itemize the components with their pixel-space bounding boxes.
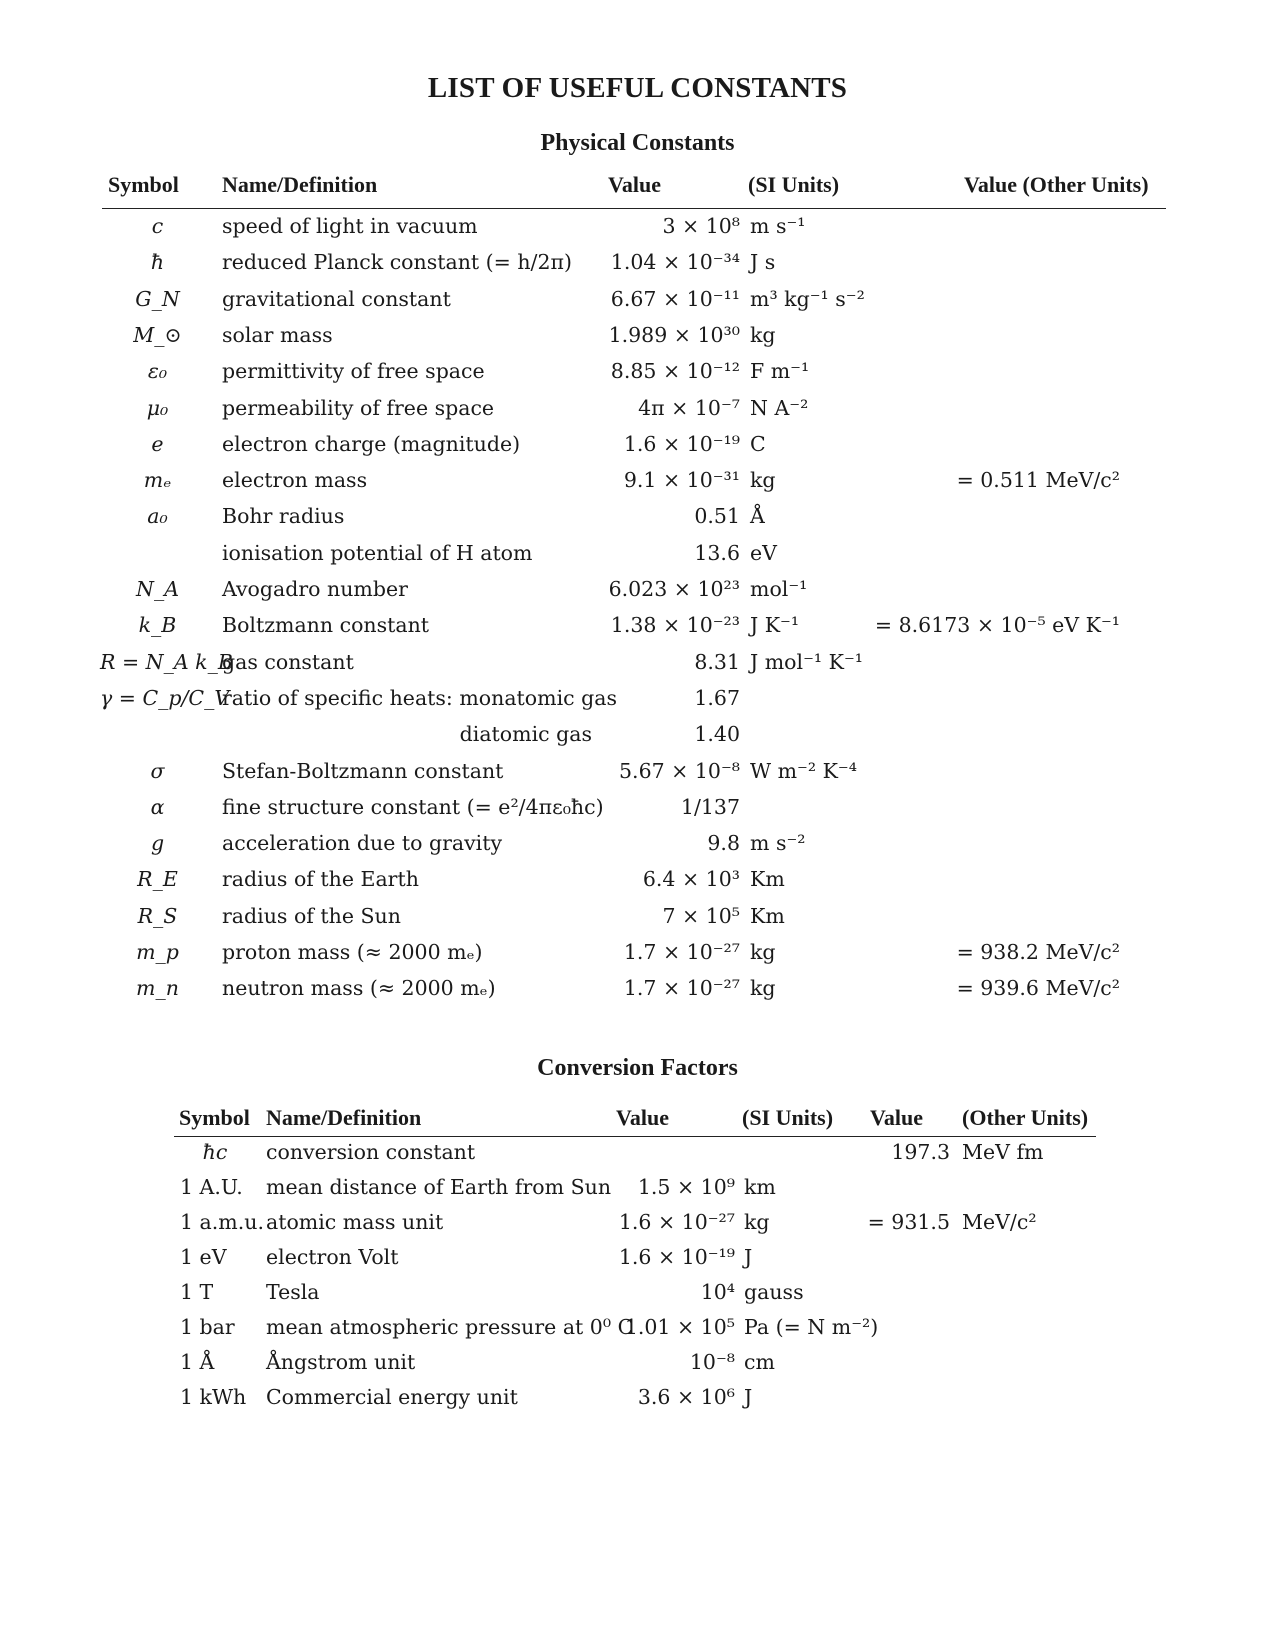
table-row [0, 898, 1275, 934]
row-symbol: 1 A.U. [180, 1175, 243, 1199]
row-name: gas constant [222, 649, 354, 674]
header-value: Value [608, 172, 661, 197]
row-si-unit: Km [750, 903, 785, 928]
row-si-unit: J [744, 1245, 753, 1269]
row-si-unit: eV [750, 540, 777, 565]
table-row [0, 825, 1275, 861]
row-value: 1.40 [694, 722, 740, 747]
row-si-unit: Å [750, 504, 765, 529]
table-row [0, 1379, 1275, 1415]
row-symbol: ħ [150, 250, 165, 275]
row-value: 10⁻⁸ [689, 1350, 735, 1374]
row-value: 1.7 × 10⁻²⁷ [623, 976, 740, 1001]
row-name: radius of the Sun [222, 903, 401, 928]
row-symbol: α [150, 794, 165, 819]
table-row [0, 390, 1275, 426]
row-name: diatomic gas [459, 722, 592, 747]
row-symbol: R_S [137, 903, 178, 928]
row-name: conversion constant [266, 1140, 476, 1164]
row-name: permittivity of free space [222, 359, 485, 384]
row-si-unit: mol⁻¹ [750, 577, 808, 601]
row-si-unit: kg [750, 322, 776, 347]
row-value: 5.67 × 10⁻⁸ [619, 758, 740, 783]
row-value: 1.6 × 10⁻¹⁹ [623, 431, 740, 456]
row-symbol: m_n [136, 976, 179, 1001]
table-row [0, 680, 1275, 716]
row-name: electron mass [222, 468, 368, 493]
row-name: Tesla [266, 1280, 320, 1304]
table-row [0, 1239, 1275, 1275]
table-row [0, 1309, 1275, 1345]
row-name: atomic mass unit [266, 1210, 444, 1234]
table-row [0, 1204, 1275, 1240]
row-value: 3.6 × 10⁶ [637, 1385, 735, 1409]
row-name: permeability of free space [222, 395, 495, 420]
row-symbol: ħc [202, 1140, 228, 1164]
row-si-unit: C [750, 431, 766, 456]
row-si-unit: Pa (= N m⁻²) [744, 1315, 879, 1339]
row-symbol: m_p [136, 940, 179, 964]
row-value: 9.8 [707, 831, 740, 856]
row-si-unit: gauss [744, 1280, 804, 1304]
table-row [0, 426, 1275, 462]
row-symbol: e [151, 431, 164, 456]
row-symbol: a₀ [147, 504, 168, 529]
header-other-units: Value (Other Units) [964, 172, 1149, 197]
row-name: speed of light in vacuum [222, 214, 478, 238]
conv-header-value: Value [616, 1105, 669, 1130]
table-row [0, 934, 1275, 970]
row-value: 1.6 × 10⁻²⁷ [618, 1210, 735, 1234]
row-si-unit: N A⁻² [750, 395, 809, 420]
table-row [0, 462, 1275, 498]
row-symbol: 1 bar [180, 1315, 235, 1339]
row-value: 1.67 [694, 685, 740, 710]
row-name: fine structure constant (= e²/4πε₀ħc) [222, 794, 604, 819]
table-row [0, 789, 1275, 825]
row-symbol: 1 a.m.u. [180, 1210, 264, 1234]
row-symbol: M_⊙ [133, 322, 182, 347]
row-other-unit: MeV/c² [962, 1210, 1037, 1234]
row-other-value: 197.3 [891, 1140, 950, 1164]
row-value: 7 × 10⁵ [662, 903, 740, 928]
row-name: mean atmospheric pressure at 0⁰ C [266, 1315, 634, 1339]
row-name: electron charge (magnitude) [222, 431, 521, 456]
row-symbol: G_N [135, 286, 180, 311]
row-value: 4π × 10⁻⁷ [638, 395, 740, 420]
row-si-unit: m³ kg⁻¹ s⁻² [750, 286, 865, 311]
row-value: 1.6 × 10⁻¹⁹ [618, 1245, 735, 1269]
row-value: 1.04 × 10⁻³⁴ [610, 250, 740, 275]
row-other-value: = 0.511 MeV/c² [956, 468, 1120, 493]
row-si-unit: J [744, 1385, 753, 1409]
row-value: 10⁴ [700, 1280, 735, 1304]
row-symbol: c [151, 214, 164, 238]
row-other-unit: MeV fm [962, 1140, 1044, 1164]
row-si-unit: km [744, 1175, 776, 1199]
row-other-value: = 931.5 [867, 1210, 950, 1234]
row-si-unit: kg [750, 976, 776, 1001]
row-value: 3 × 10⁸ [662, 214, 740, 238]
row-value: 1.01 × 10⁵ [624, 1315, 735, 1339]
row-symbol: 1 T [180, 1280, 214, 1304]
table-row [0, 970, 1275, 1006]
row-si-unit: kg [750, 468, 776, 493]
row-name: acceleration due to gravity [222, 831, 503, 856]
row-other-value: = 938.2 MeV/c² [956, 940, 1120, 964]
conversion-factors-heading: Conversion Factors [537, 1055, 738, 1081]
row-name: Boltzmann constant [222, 613, 430, 638]
row-si-unit: m s⁻¹ [750, 214, 806, 238]
header-symbol: Symbol [108, 172, 179, 197]
row-name: Commercial energy unit [266, 1385, 518, 1409]
row-symbol: k_B [138, 613, 177, 638]
row-symbol: 1 Å [180, 1350, 215, 1374]
table-row [0, 1344, 1275, 1380]
row-si-unit: cm [744, 1350, 775, 1374]
row-value: 1.989 × 10³⁰ [608, 322, 740, 347]
table-row [0, 208, 1275, 244]
table-row [0, 244, 1275, 280]
row-si-unit: kg [750, 940, 776, 964]
row-other-value: = 939.6 MeV/c² [956, 976, 1120, 1001]
row-si-unit: m s⁻² [750, 831, 806, 856]
row-name: neutron mass (≈ 2000 mₑ) [222, 976, 496, 1001]
row-value: 1.7 × 10⁻²⁷ [623, 940, 740, 964]
row-symbol: 1 eV [180, 1245, 227, 1269]
table-row [0, 716, 1275, 752]
row-name: ionisation potential of H atom [222, 540, 533, 565]
row-value: 6.67 × 10⁻¹¹ [610, 286, 740, 311]
table-row [0, 1274, 1275, 1310]
table-row [0, 644, 1275, 680]
row-value: 6.4 × 10³ [642, 867, 740, 892]
row-value: 1.38 × 10⁻²³ [610, 613, 740, 638]
table-row [0, 1134, 1275, 1170]
row-value: 9.1 × 10⁻³¹ [623, 468, 740, 493]
table-row [0, 535, 1275, 571]
row-name: Stefan-Boltzmann constant [222, 758, 504, 783]
table-row [0, 753, 1275, 789]
row-symbol: g [150, 831, 165, 856]
table-row [0, 498, 1275, 534]
row-name: electron Volt [266, 1245, 399, 1269]
row-si-unit: J s [750, 250, 776, 275]
row-si-unit: J K⁻¹ [750, 613, 800, 638]
row-symbol: ε₀ [147, 359, 168, 384]
row-name: ratio of specific heats: monatomic gas [222, 685, 617, 710]
row-si-unit: Km [750, 867, 785, 892]
row-value: 0.51 [694, 504, 740, 529]
table-row [0, 1169, 1275, 1205]
row-value: 6.023 × 10²³ [608, 577, 740, 601]
row-symbol: R_E [137, 867, 178, 892]
row-symbol: 1 kWh [180, 1385, 247, 1409]
table-row [0, 607, 1275, 643]
header-si-units: (SI Units) [748, 172, 840, 197]
row-value: 13.6 [694, 540, 740, 565]
row-name: reduced Planck constant (= h/2π) [222, 250, 572, 275]
conv-header-si-units: (SI Units) [742, 1105, 834, 1130]
row-name: gravitational constant [222, 286, 451, 311]
row-name: radius of the Earth [222, 867, 419, 892]
row-name: mean distance of Earth from Sun [266, 1175, 612, 1199]
row-name: Ångstrom unit [266, 1350, 416, 1374]
page-title: LIST OF USEFUL CONSTANTS [427, 72, 848, 104]
row-si-unit: F m⁻¹ [750, 359, 810, 384]
row-name: proton mass (≈ 2000 mₑ) [222, 940, 483, 964]
table-row [0, 353, 1275, 389]
table-row [0, 281, 1275, 317]
conv-header-other-units: (Other Units) [962, 1105, 1089, 1130]
row-value: 1.5 × 10⁹ [637, 1175, 735, 1199]
row-value: 8.31 [694, 649, 740, 674]
row-value: 1/137 [680, 794, 740, 819]
conv-header-name: Name/Definition [266, 1105, 422, 1130]
row-symbol: N_A [136, 577, 179, 601]
table-row [0, 571, 1275, 607]
row-symbol: γ = C_p/C_V [100, 685, 230, 710]
table-row [0, 317, 1275, 353]
row-si-unit: J mol⁻¹ K⁻¹ [750, 649, 863, 674]
row-si-unit: kg [744, 1210, 770, 1234]
row-symbol: mₑ [143, 468, 172, 493]
row-value: 8.85 × 10⁻¹² [610, 359, 740, 384]
row-si-unit: W m⁻² K⁻⁴ [750, 758, 857, 783]
row-other-value: = 8.6173 × 10⁻⁵ eV K⁻¹ [874, 613, 1120, 638]
row-name: Avogadro number [222, 577, 408, 601]
row-symbol: σ [150, 758, 165, 783]
row-symbol: μ₀ [146, 395, 169, 420]
header-name: Name/Definition [222, 172, 378, 197]
row-name: Bohr radius [222, 504, 345, 529]
conv-header-value-other: Value [870, 1105, 923, 1130]
conv-header-symbol: Symbol [179, 1105, 250, 1130]
row-symbol: R = N_A k_B [100, 649, 233, 674]
physical-constants-heading: Physical Constants [540, 130, 735, 156]
table-row [0, 861, 1275, 897]
row-name: solar mass [222, 322, 333, 347]
